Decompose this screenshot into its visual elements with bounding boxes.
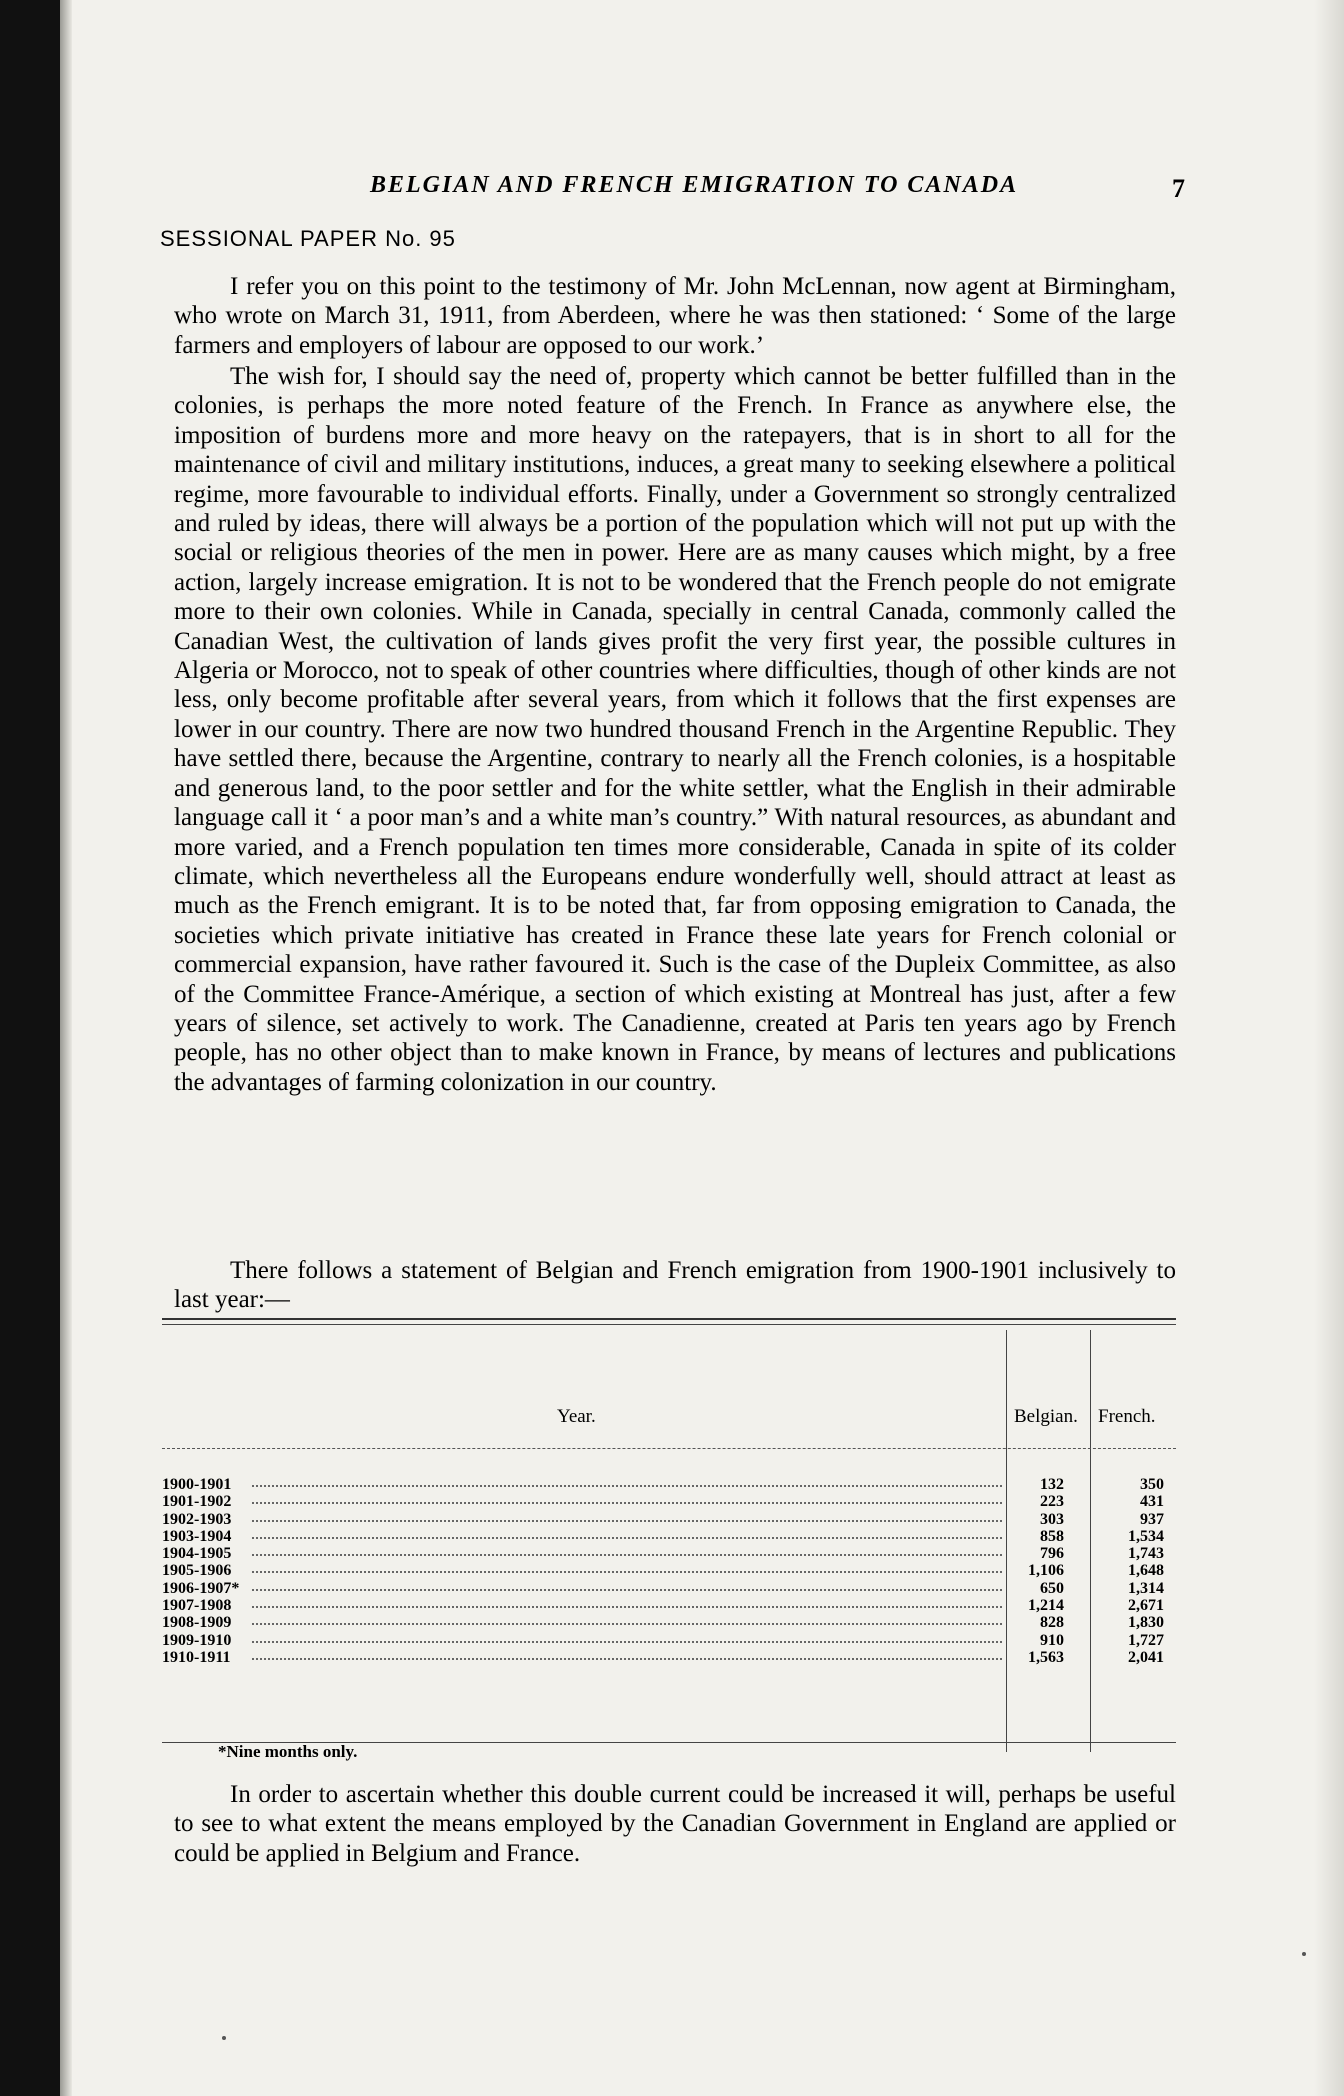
leader-dots	[252, 1606, 1002, 1608]
cell-french: 350	[1140, 1476, 1164, 1493]
page-edge-shadow	[1314, 0, 1344, 2096]
table-top-rule-2	[162, 1324, 1176, 1325]
leader-dots	[252, 1554, 1002, 1556]
print-speck	[222, 2036, 226, 2040]
paragraph-text: In order to ascertain whether this double current could be increased it will, perhaps be useful to see to what extent the means employed by the Canadian Government in England are applied or could be applied in Belgium and France.	[174, 1781, 1176, 1867]
header-belgian: Belgian.	[1014, 1406, 1078, 1427]
table-row	[162, 1528, 1176, 1545]
sessional-paper-label: SESSIONAL PAPER No. 95	[160, 226, 456, 251]
table-row	[162, 1476, 1176, 1493]
leader-dots	[252, 1641, 1002, 1643]
cell-year: 1901-1902	[162, 1493, 232, 1511]
paragraph-4	[174, 1780, 1176, 1868]
cell-belgian: 1,563	[1028, 1648, 1064, 1666]
table-row	[162, 1597, 1176, 1614]
table-row	[162, 1493, 1176, 1510]
cell-belgian: 910	[1040, 1631, 1064, 1649]
table-footnote: *Nine months only.	[218, 1742, 358, 1761]
header-rule	[162, 1448, 1176, 1449]
cell-year: 1910-1911	[162, 1648, 231, 1666]
paragraph-2	[174, 362, 1176, 1097]
leader-dots	[252, 1537, 1002, 1539]
cell-belgian: 223	[1040, 1493, 1064, 1511]
cell-year: 1902-1903	[162, 1510, 232, 1528]
table-top-rule	[162, 1318, 1176, 1320]
page-gutter-shadow	[60, 0, 72, 2096]
cell-belgian: 858	[1040, 1527, 1064, 1545]
cell-french: 2,041	[1128, 1648, 1164, 1666]
paragraph-1	[174, 272, 1176, 360]
header-french: French.	[1098, 1406, 1156, 1427]
cell-belgian: 1,106	[1028, 1562, 1064, 1580]
leader-dots	[252, 1623, 1002, 1625]
cell-french: 1,648	[1128, 1562, 1164, 1580]
leader-dots	[252, 1485, 1002, 1487]
cell-year: 1903-1904	[162, 1527, 232, 1545]
cell-french: 1,727	[1128, 1631, 1164, 1649]
table-row	[162, 1545, 1176, 1562]
scan-border	[0, 0, 60, 2096]
table-row	[162, 1580, 1176, 1597]
cell-french: 937	[1140, 1510, 1164, 1528]
cell-french: 1,314	[1128, 1579, 1164, 1597]
cell-belgian: 1,214	[1028, 1597, 1064, 1615]
cell-year: 1907-1908	[162, 1597, 232, 1615]
cell-year: 1904-1905	[162, 1545, 232, 1563]
table-row	[162, 1632, 1176, 1649]
cell-year: 1905-1906	[162, 1562, 232, 1580]
table-row	[162, 1614, 1176, 1631]
cell-year: 1909-1910	[162, 1631, 232, 1649]
cell-belgian: 828	[1040, 1614, 1064, 1632]
leader-dots	[252, 1571, 1002, 1573]
cell-french: 431	[1140, 1493, 1164, 1511]
cell-french: 2,671	[1128, 1597, 1164, 1615]
cell-french: 1,743	[1128, 1545, 1164, 1563]
leader-dots	[252, 1658, 1002, 1660]
cell-year: 1900-1901	[162, 1476, 232, 1493]
cell-year: 1906-1907*	[162, 1579, 240, 1597]
table-body	[162, 1476, 1176, 1666]
cell-french: 1,534	[1128, 1527, 1164, 1545]
leader-dots	[252, 1589, 1002, 1591]
paragraph-text: The wish for, I should say the need of, property which cannot be better fulfilled than in the colonies, is perhaps the more noted feature of the French. In France as anywhere else, the imposition of burdens more and more heavy on the ratepayers, that is in short to all for the maintenance of civil and military institutions, induces, a great many to seeking elsewhere a political regime, more favourable to individual efforts. Finally, under a Government so strongly centralized and ruled by ideas, there will always be a portion of the population which will not put up with the social or religious theories of the men in power. Here are as many causes which might, by a free action, largely increase emigration. It is not to be wondered that the French people do not emigrate more to their own colonies. While in Canada, specially in central Canada, commonly called the Canadian West, the cultivation of lands gives profit the very first year, the possible cultures in Algeria or Morocco, not to speak of other countries where difficulties, though of other kinds are not less, only become profitable after several years, from which it follows that the first expenses are lower in our country. There are now two hundred thousand French in the Argentine Republic. They have settled there, because the Argentine, contrary to nearly all the French colonies, is a hospitable and generous land, to the poor settler and for the white settler, what the English in their admirable language call it ‘ a poor man’s and a white man’s country.” With natural resources, as abundant and more varied, and a French population ten times more considerable, Canada in spite of its colder climate, which nevertheless all the Europeans endure wonderfully well, should attract at least as much as the French emigrant. It is to be noted that, far from opposing emigration to Canada, the societies which private initiative has created in France these late years for French colonial or commercial expansion, have rather favoured it. Such is the case of the Dupleix Committee, as also of the Committee France-Amérique, a section of which existing at Montreal has just, after a few years of silence, set actively to work. The Canadienne, created at Paris ten years ago by French people, has no other object than to make known in France, by means of lectures and publications the advantages of farming colonization in our country.	[174, 363, 1176, 1096]
cell-belgian: 796	[1040, 1545, 1064, 1563]
cell-belgian: 650	[1040, 1579, 1064, 1597]
cell-belgian: 303	[1040, 1510, 1064, 1528]
cell-belgian: 132	[1040, 1476, 1064, 1493]
table-row	[162, 1649, 1176, 1666]
cell-french: 1,830	[1128, 1614, 1164, 1632]
paragraph-3	[174, 1256, 1176, 1315]
paragraph-text: There follows a statement of Belgian and French emigration from 1900-1901 inclusively to last year:—	[174, 1257, 1176, 1314]
cell-year: 1908-1909	[162, 1614, 232, 1632]
running-title: BELGIAN AND FRENCH EMIGRATION TO CANADA	[370, 172, 1019, 198]
leader-dots	[252, 1520, 1002, 1522]
leader-dots	[252, 1502, 1002, 1504]
page-number: 7	[1172, 174, 1185, 203]
header-year: Year.	[557, 1406, 596, 1427]
table-row	[162, 1562, 1176, 1579]
paragraph-text: I refer you on this point to the testimony of Mr. John McLennan, now agent at Birmingham, who wrote on March 31, 1911, from Aberdeen, where he was then stationed: ‘ Some of the large farmers and employers of labour are opposed to our work.’	[174, 273, 1176, 359]
print-speck	[1302, 1952, 1306, 1956]
table-row	[162, 1511, 1176, 1528]
